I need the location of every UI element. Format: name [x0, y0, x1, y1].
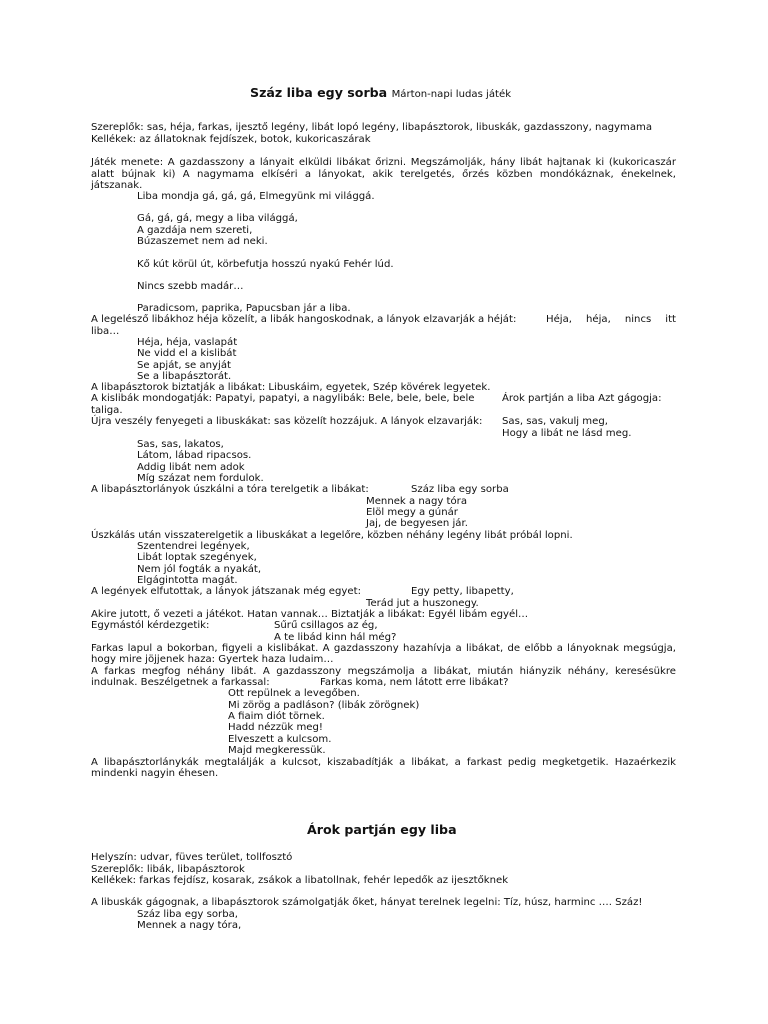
- rhyme-inline: Sűrű csillagos az ég,: [274, 620, 378, 631]
- paragraph-line: A legelésző libákhoz héja közelít, a libák hangoskodnak, a lányok elzavarják a héját:: [91, 314, 517, 325]
- dialogue-line: Hadd nézzük meg!: [228, 722, 323, 733]
- paragraph-line: hogy mire jöjjenek haza: Gyertek haza ludaim…: [91, 654, 334, 665]
- rhyme-line: Addig libát nem adok: [137, 462, 245, 473]
- dialogue-line: Ott repülnek a levegőben.: [228, 688, 360, 699]
- paragraph-line: Egymástól kérdezgetik:: [91, 620, 210, 631]
- dialogue-line: Mi zörög a padláson? (libák zörögnek): [228, 700, 420, 711]
- section-title: [250, 85, 511, 103]
- rhyme-line: Mennek a nagy tóra,: [137, 920, 242, 931]
- rhyme-inline: Mennek a nagy tóra: [366, 496, 468, 507]
- dialogue-line: A fiaim diót törnek.: [228, 711, 325, 722]
- rhyme-line: Míg százat nem fordulok.: [137, 473, 264, 484]
- rhyme-line: Nem jól fogták a nyakát,: [137, 564, 262, 575]
- rhyme-inline: Egy petty, libapetty,: [411, 586, 514, 597]
- rhyme-line: Se apját, se anyját: [137, 360, 231, 371]
- rhyme-line: Nincs szebb madár…: [137, 281, 244, 292]
- rhyme-inline: Hogy a libát ne lásd meg.: [502, 428, 632, 439]
- rhyme-inline: Farkas koma, nem látott erre libákat?: [320, 677, 509, 688]
- roles-line: Szereplők: libák, libapásztorok: [91, 864, 245, 875]
- rhyme-line: Elgágintotta magát.: [137, 575, 238, 586]
- dialogue-line: Elveszett a kulcsom.: [228, 734, 332, 745]
- rhyme-line: A gazdája nem szereti,: [137, 225, 253, 236]
- paragraph-line: Úszkálás után visszaterelgetik a libuskákat a legelőre, közben néhány legény libát próbál lopni.: [91, 530, 573, 541]
- paragraph-line: Akire jutott, ő vezeti a játékot. Hatan vannak… Biztatják a libákat: Egyél libám egyél…: [91, 609, 529, 620]
- paragraph-line: mindenki nagyin éhesen.: [91, 768, 219, 779]
- rhyme-line: Liba mondja gá, gá, gá, Elmegyünk mi világgá.: [137, 191, 375, 202]
- rhyme-inline: Sas, sas, vakulj meg,: [502, 416, 608, 427]
- paragraph-line: A libuskák gágognak, a libapásztorok számolgatják őket, hányat terelnek legelni: Tíz, húsz, harminc …. Száz!: [91, 897, 643, 908]
- rhyme-line: Búzaszemet nem ad neki.: [137, 236, 268, 247]
- title-text: Száz liba egy sorba: [250, 85, 388, 100]
- paragraph-line: indulnak. Beszélgetnek a farkassal:: [91, 677, 270, 688]
- paragraph-line: Újra veszély fenyegeti a libuskákat: sas közelít hozzájuk. A lányok elzavarják:: [91, 416, 483, 427]
- roles-line: Szereplők: sas, héja, farkas, ijesztő legény, libát lopó legény, libapásztorok, libuskák, gazdasszony, nagymama: [91, 122, 653, 133]
- props-line: Kellékek: az állatoknak fejdíszek, botok, kukoricaszárak: [91, 134, 371, 145]
- rhyme-line: Szentendrei legények,: [137, 541, 250, 552]
- paragraph-line: Játék menete: A gazdasszony a lányait elküldi libákat őrizni. Megszámolják, hány libát hajtanak ki (kukoricaszár: [91, 157, 676, 168]
- place-line: Helyszín: udvar, füves terület, tollfosztó: [91, 852, 293, 863]
- paragraph-line: A farkas megfog néhány libát. A gazdasszony megszámolja a libákat, miután hiányzik néhány, keresésükre: [91, 666, 676, 677]
- paragraph-line: A legények elfutottak, a lányok játszanak még egyet:: [91, 586, 361, 597]
- rhyme-inline: Héja, héja, nincs itt: [546, 314, 676, 325]
- paragraph-line: alatt bújnak ki) A nagymama elkíséri a lányokat, akik terelgetés, őrzés közben mondókáznak, énekelnek,: [91, 169, 676, 180]
- rhyme-line: Paradicsom, paprika, Papucsban jár a liba.: [137, 303, 351, 314]
- paragraph-line: játszanak.: [91, 180, 143, 191]
- rhyme-line: Ne vidd el a kislibát: [137, 348, 237, 359]
- rhyme-inline: Terád jut a huszonegy.: [366, 598, 479, 609]
- dialogue-line: Majd megkeressük.: [228, 745, 326, 756]
- paragraph-line: A libapásztorlányok úszkálni a tóra terelgetik a libákat:: [91, 484, 369, 495]
- rhyme-inline: Elöl megy a gúnár: [366, 507, 458, 518]
- paragraph-line: liba…: [91, 326, 120, 337]
- paragraph-line: Farkas lapul a bokorban, figyeli a kislibákat. A gazdasszony hazahívja a libákat, de előbb a lányoknak megsúgja,: [91, 643, 676, 654]
- rhyme-line: Száz liba egy sorba,: [137, 909, 238, 920]
- paragraph-line: taliga.: [91, 405, 123, 416]
- rhyme-inline: Jaj, de begyesen jár.: [366, 518, 468, 529]
- rhyme-line: Sas, sas, lakatos,: [137, 439, 224, 450]
- rhyme-inline: Árok partján a liba Azt gágogja:: [502, 393, 662, 404]
- rhyme-line: Libát loptak szegények,: [137, 552, 257, 563]
- section-title: Árok partján egy liba: [307, 822, 457, 837]
- rhyme-line: Kő kút körül út, körbefutja hosszú nyakú Fehér lúd.: [137, 259, 394, 270]
- rhyme-inline: A te libád kinn hál még?: [274, 632, 397, 643]
- rhyme-line: Látom, lábad ripacsos.: [137, 450, 252, 461]
- paragraph-line: A libapásztorok biztatják a libákat: Libuskáim, egyetek, Szép kövérek legyetek.: [91, 382, 491, 393]
- paragraph-line: A libapásztorlánykák megtalálják a kulcsot, kiszabadítják a libákat, a farkast pedig megketgetik. Hazaérkezik: [91, 757, 676, 768]
- rhyme-line: Se a libapásztorát.: [137, 371, 232, 382]
- paragraph-line: A kislibák mondogatják: Papatyi, papatyi, a nagylibák: Bele, bele, bele, bele: [91, 393, 475, 404]
- rhyme-line: Héja, héja, vaslapát: [137, 337, 238, 348]
- props-line: Kellékek: farkas fejdísz, kosarak, zsákok a libatollnak, fehér lepedők az ijesztőknek: [91, 875, 509, 886]
- rhyme-inline: Száz liba egy sorba: [411, 484, 509, 495]
- rhyme-line: Gá, gá, gá, megy a liba világgá,: [137, 213, 298, 224]
- title-subtitle: Márton-napi ludas játék: [391, 89, 512, 100]
